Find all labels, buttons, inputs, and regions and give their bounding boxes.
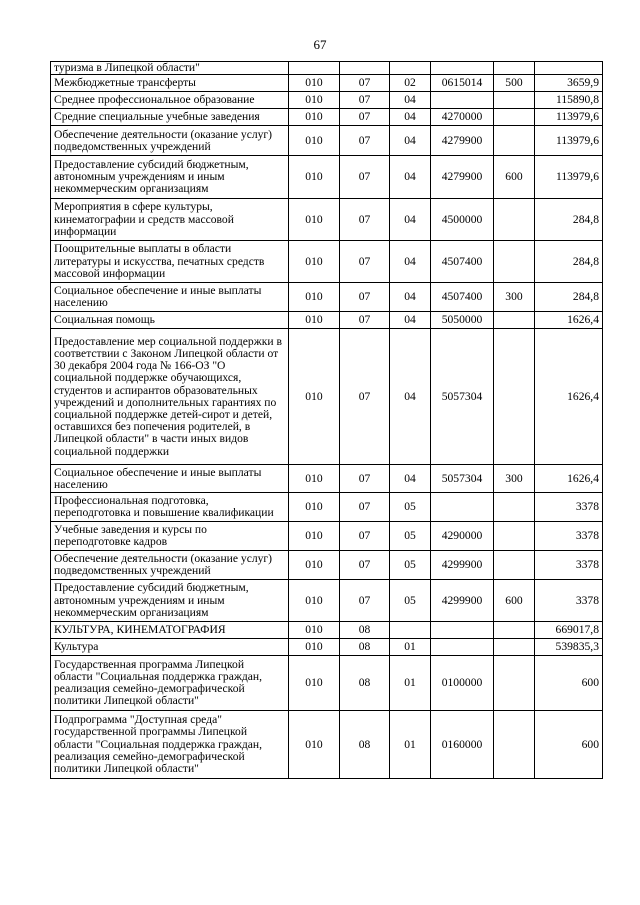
code-section: 08	[340, 656, 390, 711]
code-ministry: 010	[289, 109, 340, 126]
code-target: 4279900	[431, 126, 494, 156]
code-subsection: 01	[390, 639, 431, 656]
code-expense-type	[494, 126, 535, 156]
amount: 600	[535, 711, 603, 779]
amount: 600	[535, 656, 603, 711]
code-ministry	[289, 62, 340, 75]
code-expense-type: 300	[494, 465, 535, 493]
code-section: 07	[340, 580, 390, 622]
code-section: 07	[340, 75, 390, 92]
code-section: 08	[340, 622, 390, 639]
code-expense-type	[494, 656, 535, 711]
row-name: Мероприятия в сфере культуры, кинематографии и средств массовой информации	[51, 199, 289, 241]
code-expense-type: 300	[494, 283, 535, 312]
code-section: 08	[340, 639, 390, 656]
budget-table	[50, 61, 603, 779]
code-ministry: 010	[289, 241, 340, 283]
row-name: Межбюджетные трансферты	[51, 75, 289, 92]
amount: 284,8	[535, 283, 603, 312]
code-target: 4500000	[431, 199, 494, 241]
code-section: 07	[340, 312, 390, 329]
code-ministry: 010	[289, 522, 340, 551]
code-expense-type	[494, 241, 535, 283]
amount: 1626,4	[535, 312, 603, 329]
amount: 669017,8	[535, 622, 603, 639]
row-name: Среднее профессиональное образование	[51, 92, 289, 109]
row-name: Поощрительные выплаты в области литературы и искусства, печатных средств массовой информации	[51, 241, 289, 283]
code-expense-type	[494, 493, 535, 522]
code-expense-type: 500	[494, 75, 535, 92]
page-number: 67	[313, 37, 327, 52]
code-expense-type: 600	[494, 580, 535, 622]
table-row	[51, 109, 603, 126]
code-expense-type	[494, 522, 535, 551]
row-name: Социальная помощь	[51, 312, 289, 329]
table-row	[51, 656, 603, 711]
row-name: Социальное обеспечение и иные выплаты населению	[51, 283, 289, 312]
amount: 3659,9	[535, 75, 603, 92]
code-target: 5050000	[431, 312, 494, 329]
code-section: 07	[340, 241, 390, 283]
code-section: 07	[340, 109, 390, 126]
table-row	[51, 62, 603, 75]
row-name: Обеспечение деятельности (оказание услуг) подведомственных учреждений	[51, 126, 289, 156]
table-row	[51, 580, 603, 622]
code-expense-type	[494, 622, 535, 639]
code-target	[431, 622, 494, 639]
amount: 3378	[535, 522, 603, 551]
table-row	[51, 312, 603, 329]
code-subsection: 04	[390, 465, 431, 493]
amount: 284,8	[535, 199, 603, 241]
code-ministry: 010	[289, 551, 340, 580]
row-name: Средние специальные учебные заведения	[51, 109, 289, 126]
code-expense-type	[494, 711, 535, 779]
amount: 113979,6	[535, 126, 603, 156]
table-row	[51, 329, 603, 465]
table-row	[51, 199, 603, 241]
code-section: 07	[340, 126, 390, 156]
code-ministry: 010	[289, 639, 340, 656]
table-row	[51, 493, 603, 522]
code-subsection: 04	[390, 312, 431, 329]
code-expense-type	[494, 551, 535, 580]
code-section: 07	[340, 522, 390, 551]
table-row	[51, 551, 603, 580]
amount: 3378	[535, 580, 603, 622]
code-subsection: 05	[390, 493, 431, 522]
code-target: 4299900	[431, 551, 494, 580]
code-subsection: 05	[390, 522, 431, 551]
code-target: 4270000	[431, 109, 494, 126]
amount: 284,8	[535, 241, 603, 283]
code-ministry: 010	[289, 493, 340, 522]
code-target: 4299900	[431, 580, 494, 622]
code-expense-type	[494, 62, 535, 75]
row-name: Предоставление мер социальной поддержки в соответствии с Законом Липецкой области от 30 декабря 2004 года № 166-ОЗ "О социальной поддержке обучающихся, студентов и аспирантов образовательных учреждений и дополнительных гарантиях по социальной поддержке детей-сирот и детей, оставшихся без попечения родителей, в Липецкой области" в части иных видов социальной поддержки	[51, 329, 289, 465]
code-section	[340, 62, 390, 75]
code-expense-type	[494, 639, 535, 656]
row-name: КУЛЬТУРА, КИНЕМАТОГРАФИЯ	[51, 622, 289, 639]
amount: 113979,6	[535, 109, 603, 126]
code-section: 07	[340, 199, 390, 241]
table-row	[51, 92, 603, 109]
table-row	[51, 126, 603, 156]
code-subsection: 05	[390, 551, 431, 580]
code-target: 0160000	[431, 711, 494, 779]
code-expense-type	[494, 329, 535, 465]
code-target: 0615014	[431, 75, 494, 92]
code-subsection: 01	[390, 656, 431, 711]
row-name: туризма в Липецкой области"	[51, 62, 289, 75]
row-name: Подпрограмма "Доступная среда" государственной программы Липецкой области "Социальная поддержка граждан, реализация семейно-демографической политики Липецкой области"	[51, 711, 289, 779]
code-target: 4507400	[431, 283, 494, 312]
code-section: 07	[340, 465, 390, 493]
amount	[535, 62, 603, 75]
code-ministry: 010	[289, 312, 340, 329]
amount: 539835,3	[535, 639, 603, 656]
amount: 1626,4	[535, 465, 603, 493]
code-expense-type	[494, 109, 535, 126]
code-target	[431, 62, 494, 75]
code-section: 07	[340, 551, 390, 580]
code-target: 5057304	[431, 465, 494, 493]
code-subsection: 04	[390, 92, 431, 109]
code-ministry: 010	[289, 656, 340, 711]
code-ministry: 010	[289, 199, 340, 241]
code-subsection: 04	[390, 329, 431, 465]
row-name: Обеспечение деятельности (оказание услуг) подведомственных учреждений	[51, 551, 289, 580]
code-ministry: 010	[289, 156, 340, 199]
amount: 113979,6	[535, 156, 603, 199]
amount: 3378	[535, 493, 603, 522]
code-subsection: 04	[390, 156, 431, 199]
code-ministry: 010	[289, 329, 340, 465]
code-ministry: 010	[289, 580, 340, 622]
amount: 3378	[535, 551, 603, 580]
code-subsection: 02	[390, 75, 431, 92]
amount: 1626,4	[535, 329, 603, 465]
code-subsection: 05	[390, 580, 431, 622]
code-ministry: 010	[289, 622, 340, 639]
code-target: 4507400	[431, 241, 494, 283]
code-ministry: 010	[289, 283, 340, 312]
code-section: 07	[340, 493, 390, 522]
row-name: Профессиональная подготовка, переподготовка и повышение квалификации	[51, 493, 289, 522]
code-target	[431, 639, 494, 656]
table-row	[51, 156, 603, 199]
code-subsection: 04	[390, 283, 431, 312]
code-expense-type	[494, 92, 535, 109]
row-name: Культура	[51, 639, 289, 656]
code-subsection	[390, 622, 431, 639]
table-row	[51, 241, 603, 283]
code-section: 07	[340, 156, 390, 199]
code-ministry: 010	[289, 92, 340, 109]
table-row	[51, 622, 603, 639]
code-ministry: 010	[289, 75, 340, 92]
code-target	[431, 92, 494, 109]
code-subsection: 01	[390, 711, 431, 779]
amount: 115890,8	[535, 92, 603, 109]
row-name: Предоставление субсидий бюджетным, автономным учреждениям и иным некоммерческим организациям	[51, 580, 289, 622]
code-target: 5057304	[431, 329, 494, 465]
row-name: Социальное обеспечение и иные выплаты населению	[51, 465, 289, 493]
code-section: 07	[340, 283, 390, 312]
code-expense-type	[494, 312, 535, 329]
table-row	[51, 711, 603, 779]
code-subsection: 04	[390, 241, 431, 283]
code-ministry: 010	[289, 465, 340, 493]
code-target	[431, 493, 494, 522]
code-target: 4279900	[431, 156, 494, 199]
code-subsection: 04	[390, 109, 431, 126]
code-subsection: 04	[390, 199, 431, 241]
code-ministry: 010	[289, 711, 340, 779]
code-section: 07	[340, 92, 390, 109]
row-name: Государственная программа Липецкой области "Социальная поддержка граждан, реализация семейно-демографической политики Липецкой области"	[51, 656, 289, 711]
code-target: 4290000	[431, 522, 494, 551]
table-row	[51, 639, 603, 656]
code-section: 08	[340, 711, 390, 779]
code-subsection: 04	[390, 126, 431, 156]
code-expense-type	[494, 199, 535, 241]
row-name: Предоставление субсидий бюджетным, автономным учреждениям и иным некоммерческим организациям	[51, 156, 289, 199]
code-ministry: 010	[289, 126, 340, 156]
code-target: 0100000	[431, 656, 494, 711]
table-row	[51, 522, 603, 551]
table-row	[51, 465, 603, 493]
code-expense-type: 600	[494, 156, 535, 199]
table-row	[51, 283, 603, 312]
row-name: Учебные заведения и курсы по переподготовке кадров	[51, 522, 289, 551]
table-row	[51, 75, 603, 92]
code-subsection	[390, 62, 431, 75]
code-section: 07	[340, 329, 390, 465]
